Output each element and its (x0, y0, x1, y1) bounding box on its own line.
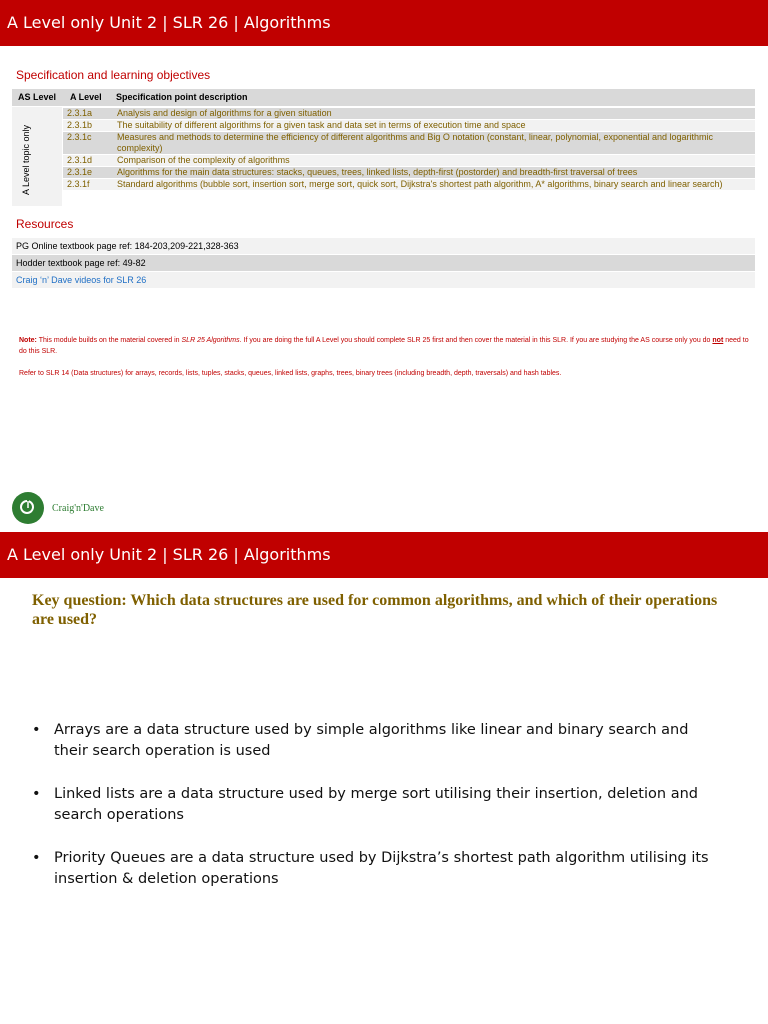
spec-code: 2.3.1b (67, 120, 93, 130)
spec-code: 2.3.1f (67, 179, 90, 189)
spec-desc: Analysis and design of algorithms for a given situation (117, 108, 332, 118)
header-description: Specification point description (116, 92, 248, 102)
bullet-icon: • (32, 786, 41, 802)
note-text-1: This module builds on the material covered in (36, 337, 182, 344)
bullet-icon: • (32, 722, 41, 738)
table-row (63, 178, 755, 190)
spec-desc: The suitability of different algorithms for a given task and data set in terms of execution time and space (117, 120, 526, 130)
spec-desc: Comparison of the complexity of algorithms (117, 155, 290, 165)
table-row (63, 166, 755, 178)
bullet-text: Arrays are a data structure used by simple algorithms like linear and binary search and their search operation is used (54, 722, 689, 759)
side-label-text: A Level topic only (21, 124, 31, 195)
spec-table-body (63, 107, 755, 190)
note-not: not (712, 337, 724, 344)
bullet-icon: • (32, 850, 41, 866)
resource-videos-link[interactable]: Craig ‘n’ Dave videos for SLR 26 (12, 272, 755, 288)
brand-name: Craig'n'Dave (52, 503, 104, 514)
bullet-text: Linked lists are a data structure used by merge sort utilising their insertion, deletion and search operations (54, 786, 698, 823)
spec-desc: Measures and methods to determine the efficiency of different algorithms and Big O notation (constant, linear, polynomial, exponential and logarithmic complexity) (117, 132, 714, 153)
slide2-banner: A Level only Unit 2 | SLR 26 | Algorithms (0, 532, 768, 578)
header-as-level: AS Level (18, 92, 57, 102)
note-slr25: SLR 25 Algorithms (181, 337, 240, 344)
power-icon-stroke (12, 492, 44, 524)
key-question: Key question: Which data structures are used for common algorithms, and which of their operations are used? (32, 592, 718, 628)
refer-note: Refer to SLR 14 (Data structures) for arrays, records, lists, tuples, stacks, queues, linked lists, graphs, trees, binary trees (including breadth, depth, traversals) and hash tables. (19, 370, 562, 377)
spec-code: 2.3.1e (67, 167, 93, 177)
table-row (63, 154, 755, 166)
spec-code: 2.3.1c (67, 132, 92, 142)
spec-side-label (12, 107, 62, 206)
spec-code: 2.3.1d (67, 155, 93, 165)
resource-pg-online: PG Online textbook page ref: 184-203,209-221,328-363 (12, 238, 755, 254)
spec-code: 2.3.1a (67, 108, 93, 118)
note-text-2: . If you are doing the full A Level you should complete SLR 25 first and then cover the material in this SLR. If you are studying the AS course only you do (239, 337, 713, 344)
list-item (32, 848, 722, 890)
resource-hodder: Hodder textbook page ref: 49-82 (12, 255, 755, 271)
spec-desc: Algorithms for the main data structures: stacks, queues, trees, linked lists, depth-first (postorder) and breadth-first traversal of trees (117, 167, 638, 177)
power-icon (12, 492, 44, 524)
spec-table-header (12, 89, 755, 106)
list-item (32, 784, 722, 826)
bullet-list (32, 720, 722, 912)
table-row (63, 107, 755, 119)
module-note (19, 335, 749, 357)
note-label: Note: (19, 337, 37, 344)
slide1-banner: A Level only Unit 2 | SLR 26 | Algorithms (0, 0, 768, 46)
header-a-level: A Level (70, 92, 102, 102)
bullet-text: Priority Queues are a data structure used by Dijkstra’s shortest path algorithm utilising its insertion & deletion operations (54, 850, 709, 887)
resources-title: Resources (16, 217, 74, 231)
list-item (32, 720, 722, 762)
spec-desc: Standard algorithms (bubble sort, insertion sort, merge sort, quick sort, Dijkstra's shortest path algorithm, A* algorithms, binary search and linear search) (117, 179, 723, 189)
table-row (63, 131, 755, 154)
table-row (63, 119, 755, 131)
spec-title: Specification and learning objectives (16, 68, 211, 82)
note-text-3: need to do this SLR. (19, 337, 749, 355)
